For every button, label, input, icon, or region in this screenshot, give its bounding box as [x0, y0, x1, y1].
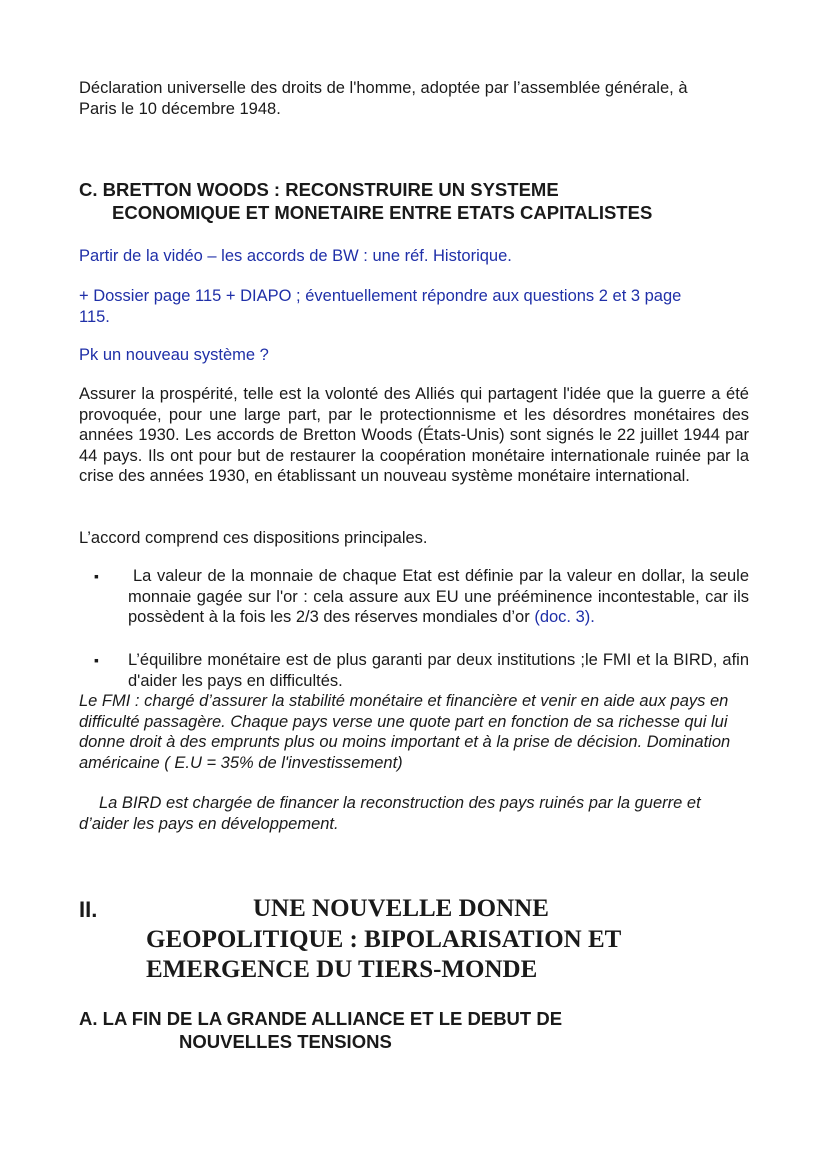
section-ii-heading-line-2: GEOPOLITIQUE : BIPOLARISATION ET [146, 925, 622, 953]
bird-paragraph: La BIRD est chargée de financer la reconstruction des pays ruinés par la guerre et d’aider les pays en développement. [79, 794, 701, 833]
bullet-marker: ▪ [94, 568, 99, 584]
section-ii-heading-line-3: EMERGENCE DU TIERS-MONDE [146, 956, 538, 983]
prosperity-paragraph: Assurer la prospérité, telle est la volonté des Alliés qui partagent l'idée que la guerre a été provoquée, pour une large part, par le protectionnisme et les désordres monétaires des années 1930. Les accords de Bretton Woods (États-Unis) sont signés le 22 juillet 1944 par 44 pays. Ils ont pour but de restaurer la coopération monétaire internationale ruinée par la crise des années 1930, en établissant un nouveau système monétaire international. [79, 385, 749, 485]
section-ii-heading-line-1: UNE NOUVELLE DONNE [253, 895, 549, 922]
section-ii-number: II. [79, 897, 98, 922]
section-c-heading-line-1: C. BRETTON WOODS : RECONSTRUIRE UN SYSTEME [79, 179, 559, 200]
dossier-note-line-1: + Dossier page 115 + DIAPO ; éventuellement répondre aux questions 2 et 3 page [79, 287, 682, 305]
dossier-note-line-2: 115. [79, 307, 110, 326]
section-c-heading-line-2: ECONOMIQUE ET MONETAIRE ENTRE ETATS CAPITALISTES [112, 202, 653, 223]
bullet-item-2: L’équilibre monétaire est de plus garanti par deux institutions ;le FMI et la BIRD, afin d'aider les pays en difficultés. [128, 651, 749, 690]
question-line: Pk un nouveau système ? [79, 346, 269, 364]
section-ii-heading [146, 894, 621, 986]
video-note: Partir de la vidéo – les accords de BW : une réf. Historique. [79, 247, 512, 265]
section-c-heading [79, 178, 652, 224]
section-a-heading-line-2: NOUVELLES TENSIONS [179, 1031, 392, 1052]
section-a-heading [79, 1007, 562, 1053]
section-a-heading-line-1: A. LA FIN DE LA GRANDE ALLIANCE ET LE DEBUT DE [79, 1008, 563, 1029]
provisions-intro: L’accord comprend ces dispositions principales. [79, 529, 428, 547]
bullet-item-1-text: La valeur de la monnaie de chaque Etat est définie par la valeur en dollar, la seule monnaie gagée sur l'or : cela assure aux EU une prééminence incontestable, car ils possèdent à la fois les 2/3 des réserves mondiales d’or [128, 567, 749, 626]
bullet-marker: ▪ [94, 652, 99, 668]
intro-paragraph [79, 78, 749, 119]
fmi-paragraph: Le FMI : chargé d’assurer la stabilité monétaire et financière et venir en aide aux pays en difficulté passagère. Chaque pays verse une quote part en fonction de sa richesse qui lui donne droit à des emprunts plus ou moins important et à la prise de décision. Domination américaine ( E.U = 35% de l'investissement) [79, 692, 731, 772]
doc-3-reference: (doc. 3). [534, 608, 595, 626]
intro-line-2: Paris le 10 décembre 1948. [79, 99, 281, 118]
bullet-item-1 [128, 566, 749, 628]
intro-line-1: Déclaration universelle des droits de l'homme, adoptée par l’assemblée générale, à [79, 79, 688, 97]
dossier-note [79, 286, 749, 327]
